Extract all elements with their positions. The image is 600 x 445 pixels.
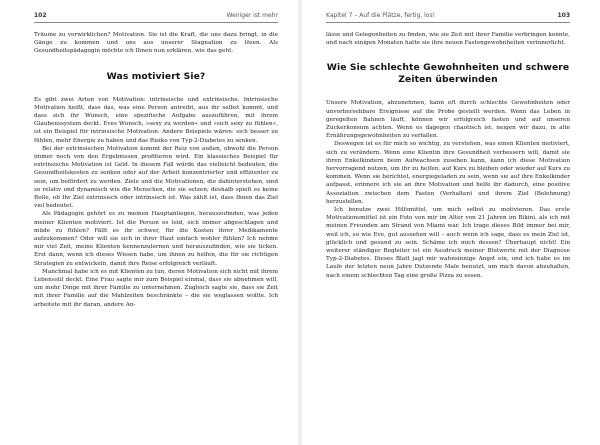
running-head-right — [326, 12, 570, 23]
continued-paragraph: Träume zu verwirklichen? Motivation. Sie ist die Kraft, die uns dazu bringt, in die Gänge zu kommen und uns aus unserer Stagnation zu lösen. Als Gesundheitspädagogin möchte ich Ihnen nun erklären, wie das geht. — [34, 32, 278, 55]
running-title-left: Weniger ist mehr — [226, 12, 278, 19]
paragraph: Als Pädagogin gehört es zu meinen Hauptanliegen, herauszufinden, was jeden meiner Klienten motiviert. Ist die Person es leid, sich immer abgeschlagen und müde zu fühlen? Fällt es ihr schwer, für die Kosten ihrer Medikamente aufzukommen? Oder will sie sich in ihrer Haut einfach wohler fühlen? Ich nehme mir viel Zeit, meine Klienten kennenzulernen und herauszufinden, wie sie ticken. Erst dann, wenn ich dieses Wissen habe, um ihnen zu helfen, die für sie richtigen Strategien zu entwickeln, damit ihre Reise erfolgreich verläuft. — [34, 211, 278, 267]
right-page — [300, 0, 600, 445]
paragraph: Unsere Motivation, abzunehmen, kann oft durch schlechte Gewohnheiten oder unvorhersehbare Ereignisse auf die Probe gestellt werden. Wenn das Leben in geregelten Bahnen läuft, können wir erfolgreich fasten und auf unseren Zuckerkonsum achten. Wenn es dagegen chaotisch ist, neigen wir dazu, in alte Ernährungsgewohnheiten zu verfallen. — [326, 100, 570, 140]
running-title-right: Kapitel 7 – Auf die Plätze, fertig, los! — [326, 12, 435, 19]
book-gutter — [297, 0, 303, 445]
section-heading: Wie Sie schlechte Gewohnheiten und schwere Zeiten überwinden — [326, 62, 570, 86]
paragraph: Deswegen ist es für mich so wichtig, zu verstehen, was einen Klienten motiviert, sich zu verändern. Wenn eine Klientin ihre Gesundheit verbessern will, damit sie ihren Enkelkindern beim Aufwachsen zusehen kann, kann ich diese Motivation hervorragend nutzen, um ihr zu helfen, auf Kurs zu bleiben oder wieder auf Kurs zu kommen. Wenn sie berichtet, energiegeladen zu sein, wenn sie auf ihre Enkelkinder aufpasst, erinnere ich sie an ihre Motivation und helfe ihr dadurch, eine positive Assoziation zwischen dem Fasten (Verhalten) und ihrem Ziel (Belohnung) herzustellen. — [326, 141, 570, 205]
right-page-body — [326, 31, 570, 280]
paragraph: Manchmal habe ich es mit Klienten zu tun, deren Motivation sich nicht mit ihrem Lebensstil deckt. Eine Frau sagte mir zum Beispiel einmal, dass sie abnehmen will, um mehr Dinge mit ihrer Familie zu unternehmen. Zugleich sagte sie, dass sie Zeit mit ihrer Familie auf die Mahlzeiten beschränkte – die sie weglassen wollte. Ich arbeitete mit ihr daran, andere An- — [34, 268, 278, 308]
page-number-left: 102 — [34, 12, 47, 19]
paragraph: Ich benutze zwei Hilfsmittel, um mich selbst zu motivieren. Das erste Motivationsmittel ist ein Foto von mir im Alter von 21 Jahren im Bikini, als ich mit meinen Freunden am Strand von Miami war. Ich trage dieses Bild immer bei mir, weil ich, so wie Eve, gut aussehen will – auch wenn ich sage, dass es mein Ziel ist, glücklich und gesund zu sein. Schäme ich mich dessen? Überhaupt nicht! Ein weiterer ständiger Begleiter ist ein Ausdruck meiner Blutwerte mit der Diagnose Typ-2-Diabetes. Dieses Blatt jagt mir wahnsinnige Angst ein, und ich habe es im Laufe der letzten neun Jahre Dutzende Male benutzt, um mich davon abzuhalten, nach einem schlechten Tag eine große Pizza zu essen. — [326, 207, 570, 279]
left-page-body — [34, 31, 278, 309]
paragraph: Es gibt zwei Arten von Motivation: intrinsische und extrinsische. Intrinsische Motivation heißt, dass das, was eine Person antreibt, aus ihr selbst kommt, und dass sich ihr Wunsch, eine spezifische Aufgabe auszuführen, mit ihrem Glaubenssystem deckt. Eves Wunsch, »sexy zu werden« und »sich sexy zu fühlen«, ist ein Beispiel für intrinsische Motivation. Andere Beispiele wären: sich besser zu fühlen, mehr Energie zu haben und das Risiko von Typ-2-Diabetes zu senken. — [34, 96, 278, 144]
running-head-left — [34, 12, 278, 23]
continued-paragraph: lässe und Gelegenheiten zu finden, wie sie Zeit mit ihrer Familie verbringen konnte, und nach einigen Monaten hatte sie ihre neuen Fastengewohnheiten verinnerlicht. — [326, 32, 570, 47]
section-heading: Was motiviert Sie? — [106, 70, 206, 82]
paragraph: Bei der extrinsischen Motivation kommt der Reiz von außen, obwohl die Person immer noch von den Ergebnissen profitieren wird. Ein klassisches Beispiel für extrinsische Motivation ist Geld. In diesem Fall würde das vielleicht bedeuten, die Gesundheitskosten zu senken oder auf der Arbeit konzentrierter und effizienter zu sein, um befördert zu werden. Ziele und die Motivationen, die dahinterstehen, sind so relativ und dynamisch wie die Menschen, die sie setzen; deshalb spielt es keine Rolle, ob Ihr Ziel extrinsisch oder intrinsisch ist. Was zählt ist, dass Ihnen das Ziel viel bedeutet. — [34, 145, 278, 210]
page-number-right: 103 — [557, 12, 570, 19]
